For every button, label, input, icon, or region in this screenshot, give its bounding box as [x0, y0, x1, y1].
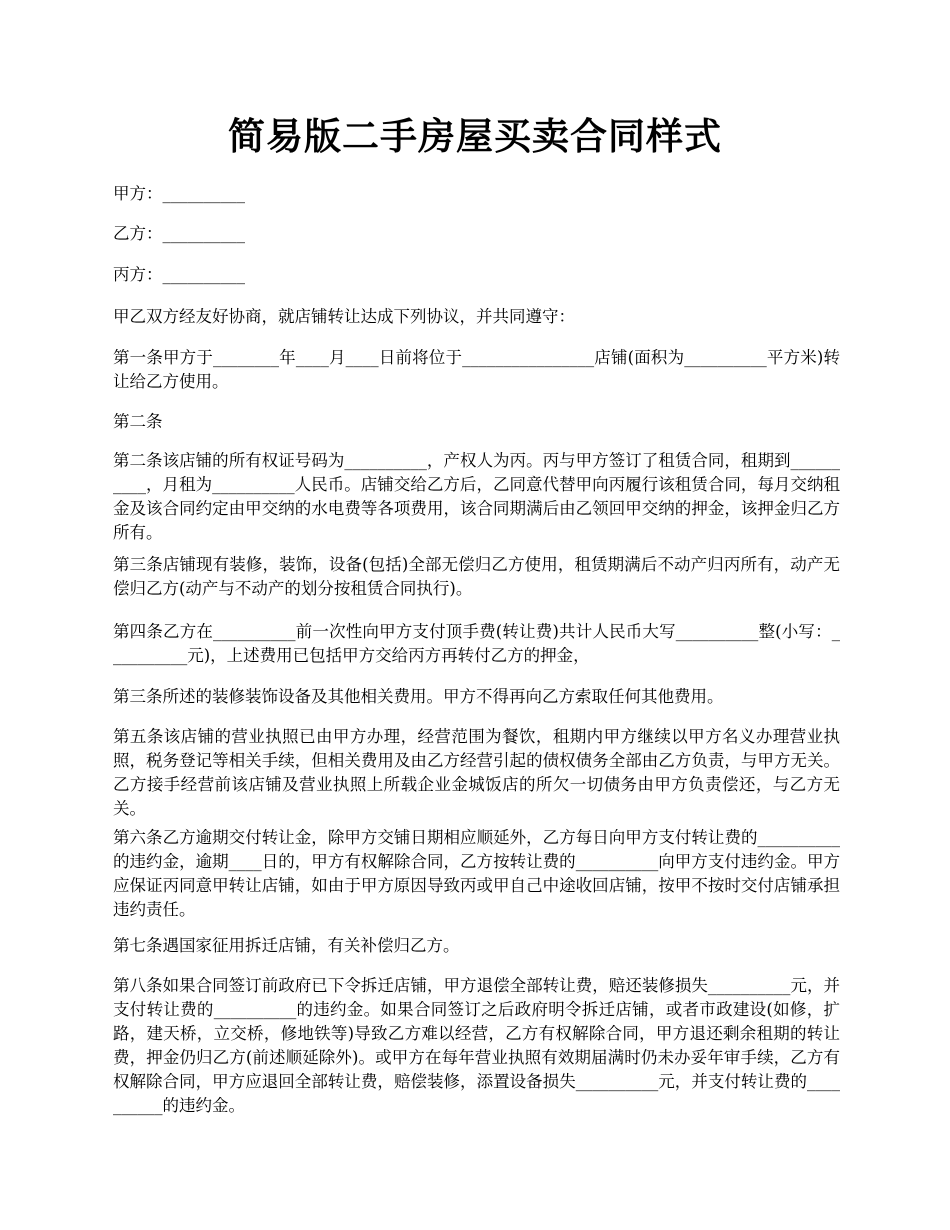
article-6-paragraph: 第六条乙方逾期交付转让金，除甲方交铺日期相应顺延外，乙方每日向甲方支付转让费的__________的违约金，逾期____日的，甲方有权解除合同，乙方按转让费的__________向甲方支付违约金。甲方应保证丙同意甲转让店铺，如由于甲方原因导致丙或甲自己中途收回店铺，按甲不按时交付店铺承担违约责任。	[113, 828, 840, 919]
article-5-paragraph: 第五条该店铺的营业执照已由甲方办理，经营范围为餐饮，租期内甲方继续以甲方名义办理营业执照，税务登记等相关手续，但相关费用及由乙方经营引起的债权债务全部由乙方负责，与甲方无关。乙方接手经营前该店铺及营业执照上所载企业金城饭店的所欠一切债务由甲方负责偿还，与乙方无关。	[113, 727, 840, 818]
article-2-heading: 第二条	[113, 412, 163, 431]
party-c-line: 丙方：__________	[113, 265, 245, 284]
article-3-paragraph: 第三条店铺现有装修，装饰，设备(包括)全部无偿归乙方使用，租赁期满后不动产归丙所有，动产无偿归乙方(动产与不动产的划分按租赁合同执行)。	[113, 555, 840, 598]
party-b-line: 乙方：__________	[113, 224, 245, 243]
party-a-line: 甲方：__________	[113, 184, 245, 203]
article-2-paragraph: 第二条该店铺的所有权证号码为__________，产权人为丙。丙与甲方签订了租赁合同，租期到__________，月租为__________人民币。店铺交给乙方后，乙同意代替甲向丙履行该租赁合同，每月交纳租金及该合同约定由甲交纳的水电费等各项费用，该合同期满后由乙领回甲交纳的押金，该押金归乙方所有。	[113, 451, 840, 542]
article-8-paragraph: 第八条如果合同签订前政府已下令拆迁店铺，甲方退偿全部转让费，赔还装修损失__________元，并支付转让费的__________的违约金。如果合同签订之后政府明令拆迁店铺，或者市政建设(如修，扩路，建天桥，立交桥，修地铁等)导致乙方难以经营，乙方有权解除合同，甲方退还剩余租期的转让费，押金仍归乙方(前述顺延除外)。或甲方在每年营业执照有效期届满时仍未办妥年审手续，乙方有权解除合同，甲方应退回全部转让费，赔偿装修，添置设备损失__________元，并支付转让费的__________的违约金。	[113, 976, 840, 1115]
preamble-paragraph: 甲乙双方经友好协商，就店铺转让达成下列协议，并共同遵守：	[113, 307, 575, 326]
article-7-paragraph: 第七条遇国家征用拆迁店铺，有关补偿归乙方。	[113, 936, 460, 955]
article-4-continued-paragraph: 第三条所述的装修装饰设备及其他相关费用。甲方不得再向乙方索取任何其他费用。	[113, 687, 724, 706]
document-title: 简易版二手房屋买卖合同样式	[228, 114, 722, 158]
article-1-paragraph: 第一条甲方于________年____月____日前将位于________________店铺(面积为__________平方米)转让给乙方使用。	[113, 348, 840, 391]
article-4-paragraph: 第四条乙方在__________前一次性向甲方支付顶手费(转让费)共计人民币大写__________整(小写：__________元)，上述费用已包括甲方交给丙方再转付乙方的押金，	[113, 622, 840, 665]
